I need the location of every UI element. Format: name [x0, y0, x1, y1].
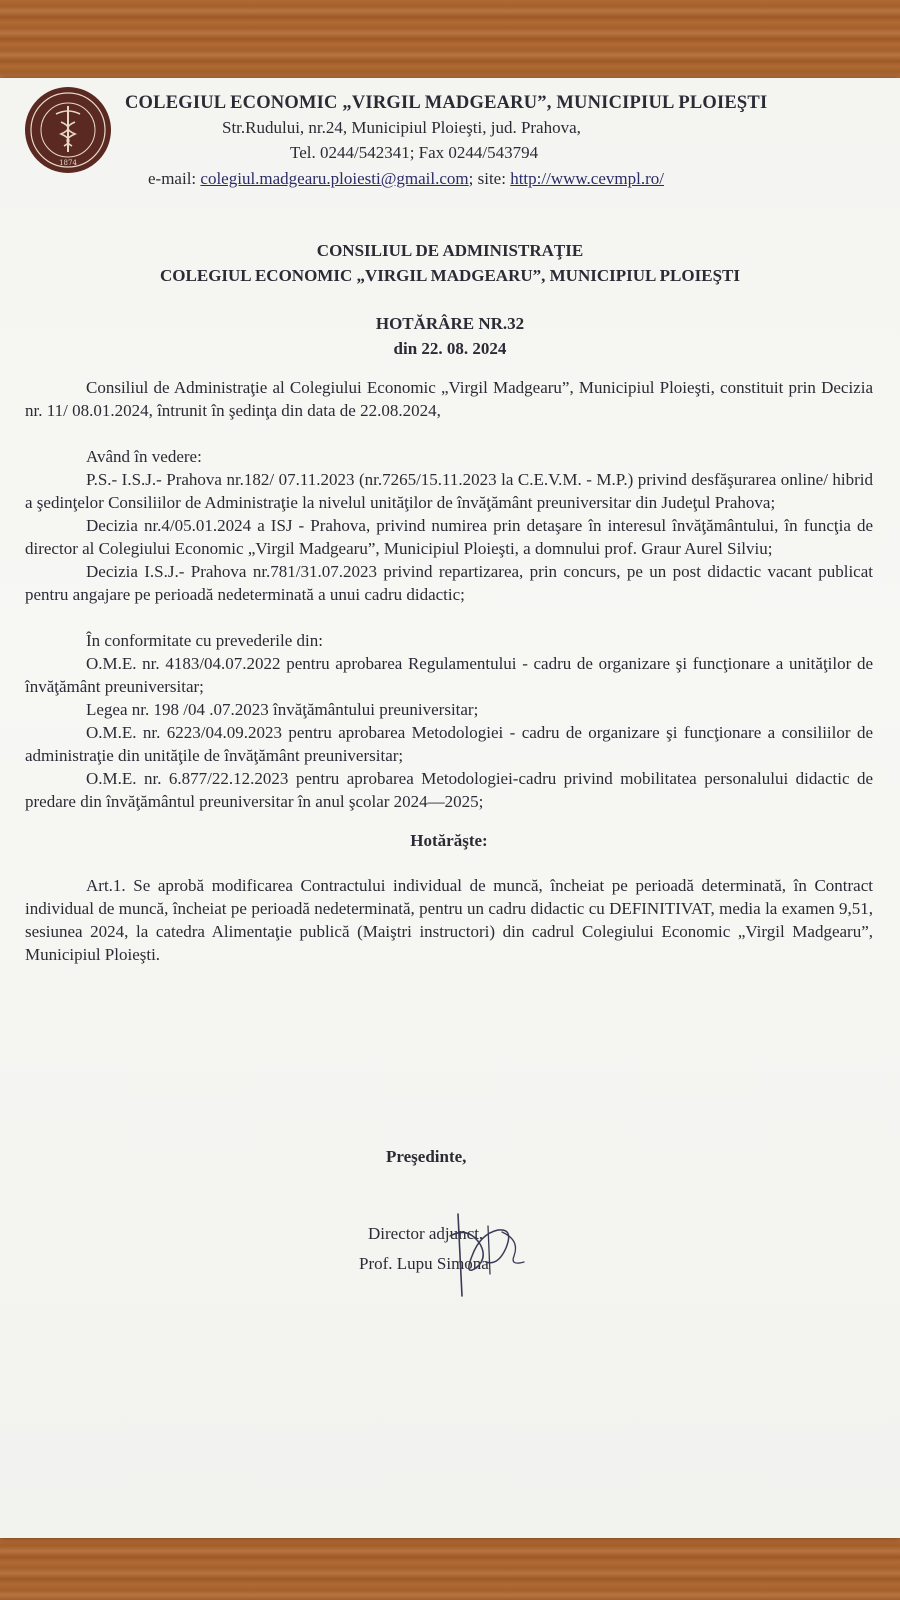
signatory-role: Director adjunct,	[368, 1224, 484, 1243]
svg-text:1874: 1874	[59, 159, 77, 167]
institution-address: Str.Rudului, nr.24, Municipiul Ploieşti, jud. Prahova,	[222, 118, 581, 137]
considering-item: P.S.- I.S.J.- Prahova nr.182/ 07.11.2023 (nr.7265/15.11.2023 la C.E.V.M. - M.P.) privind desfăşurarea online/ hibrid a şedinţelor Consiliilor de Administraţie la nivelul unităţilor de învăţământ preuniversitar din Judeţul Prahova;	[25, 470, 873, 512]
decision-title: HOTĂRÂRE NR.32	[375, 314, 525, 333]
decides-heading: Hotărăşte:	[410, 831, 488, 850]
conformity-item: O.M.E. nr. 6.877/22.12.2023 pentru aprobarea Metodologiei-cadru privind mobilitatea personalului didactic de predare din învăţământul preuniversitar în anul şcolar 2024—2025;	[25, 769, 873, 811]
conformity-item: O.M.E. nr. 6223/04.09.2023 pentru aprobarea Metodologiei - cadru de organizare şi funcţionare a consiliilor de administraţie din unităţile de învăţământ preuniversitar;	[25, 723, 873, 765]
article-1: Art.1. Se aprobă modificarea Contractului individual de muncă, încheiat pe perioadă determinată, în Contract individual de muncă, încheiat pe perioadă nedeterminată, pentru un cadru didactic cu DEFINITIVAT, media la examen 9,51, sesiunea 2024, la catedra Alimentaţie publică (Maiştri instructori) din cadrul Colegiului Economic „Virgil Madgearu”, Municipiul Ploieşti.	[25, 876, 873, 964]
institution-contact	[148, 169, 664, 189]
council-heading	[0, 238, 900, 288]
handwritten-signature-icon	[428, 1196, 538, 1306]
institution-name: COLEGIUL ECONOMIC „VIRGIL MADGEARU”, MUNICIPIUL PLOIEŞTI	[125, 93, 768, 113]
institution-phone: Tel. 0244/542341; Fax 0244/543794	[290, 143, 539, 162]
school-seal-icon	[24, 86, 112, 174]
considering-item: Decizia I.S.J.- Prahova nr.781/31.07.2023 privind repartizarea, prin concurs, pe un post didactic vacant publicat pentru angajare pe perioadă nedeterminată a unui cadru didactic;	[25, 562, 873, 604]
site-link[interactable]: http://www.cevmpl.ro/	[510, 169, 664, 188]
conformity-item: Legea nr. 198 /04 .07.2023 învăţământului preuniversitar;	[86, 700, 479, 719]
president-label: Preşedinte,	[386, 1147, 467, 1166]
considering-item: Decizia nr.4/05.01.2024 a ISJ - Prahova, privind numirea prin detaşare în interesul învăţământului, în funcţia de director al Colegiului Economic „Virgil Madgearu”, Municipiul Ploieşti, a domnului prof. Graur Aurel Silviu;	[25, 516, 873, 558]
conformity-item: O.M.E. nr. 4183/04.07.2022 pentru aprobarea Regulamentului - cadru de organizare şi funcţionare a unităţilor de învăţământ preuniversitar;	[25, 654, 873, 696]
signatory-name: Prof. Lupu Simona	[359, 1254, 489, 1273]
site-label: ; site:	[468, 169, 511, 188]
decision-body	[25, 376, 873, 966]
conformity-label: În conformitate cu prevederile din:	[86, 631, 323, 650]
council-line-2: COLEGIUL ECONOMIC „VIRGIL MADGEARU”, MUNICIPIUL PLOIEŞTI	[160, 266, 740, 285]
email-label: e-mail:	[148, 169, 201, 188]
council-line-1: CONSILIUL DE ADMINISTRAŢIE	[316, 241, 584, 260]
email-link[interactable]: colegiul.madgearu.ploiesti@gmail.com	[200, 169, 469, 188]
intro-paragraph: Consiliul de Administraţie al Colegiului Economic „Virgil Madgearu”, Municipiul Ploieşti, constituit prin Decizia nr. 11/ 08.01.2024, întrunit în şedinţa din data de 22.08.2024,	[25, 378, 873, 420]
decision-date: din 22. 08. 2024	[393, 339, 507, 358]
decision-heading	[0, 311, 900, 361]
considering-label: Având în vedere:	[86, 447, 202, 466]
